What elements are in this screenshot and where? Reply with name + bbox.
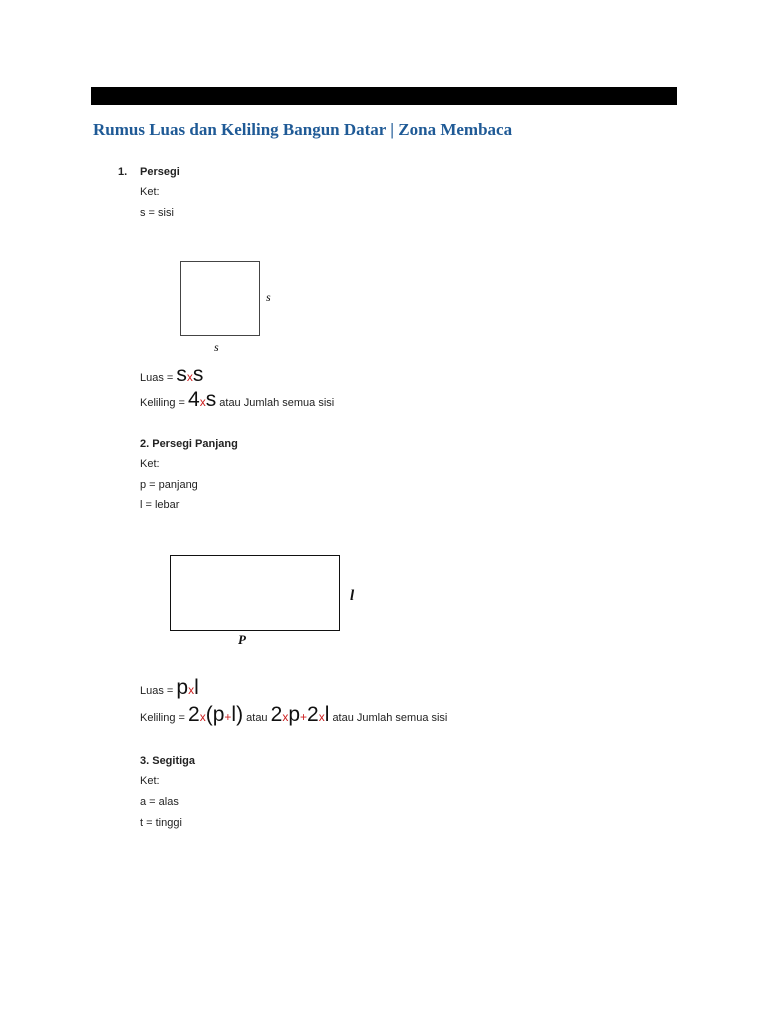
formula-symbol: 2 [270, 703, 283, 726]
keliling-label: Keliling = [140, 397, 185, 409]
keliling-note: atau Jumlah semua sisi [332, 712, 448, 724]
ket-label: Ket: [140, 458, 160, 470]
formula-symbol: 2 [188, 703, 200, 726]
definition-t: t = tinggi [140, 817, 182, 829]
formula-symbol: p [176, 676, 189, 699]
keliling-label: Keliling = [140, 712, 185, 724]
luas-label: Luas = [140, 685, 174, 697]
formula-operator: x [282, 710, 289, 724]
formula-symbol: l [194, 676, 199, 699]
page-title: Rumus Luas dan Keliling Bangun Datar | Zona Membaca [93, 120, 513, 139]
definition-a: a = alas [140, 796, 179, 808]
formula-symbol: 4 [188, 388, 200, 411]
formula-symbol: s [192, 363, 204, 386]
square-side-label-bottom: s [214, 340, 219, 354]
square-diagram [180, 261, 260, 336]
rectangle-side-label-right: l [350, 588, 355, 604]
rectangle-diagram [170, 555, 340, 631]
formula-luas-persegi [140, 363, 203, 387]
square-side-label-right: s [266, 290, 271, 304]
luas-label: Luas = [140, 372, 174, 384]
formula-symbol: 2 [307, 703, 319, 726]
definition-p: p = panjang [140, 479, 198, 491]
ket-label: Ket: [140, 186, 160, 198]
formula-operator: x [186, 370, 193, 384]
section-heading-persegi: Persegi [140, 166, 180, 178]
formula-operator: + [224, 710, 232, 724]
formula-keliling-persegi [140, 388, 334, 412]
formula-operator: x [199, 395, 206, 409]
formula-operator: x [199, 710, 206, 724]
formula-symbol: (p [205, 703, 225, 726]
formula-symbol: l [324, 703, 330, 726]
formula-luas-persegi-panjang [140, 676, 199, 700]
rectangle-side-label-bottom: P [238, 632, 246, 647]
formula-symbol: p [288, 703, 300, 726]
formula-symbol: l) [231, 703, 244, 726]
keliling-note: atau Jumlah semua sisi [219, 397, 335, 409]
formula-operator: + [300, 710, 308, 724]
section-number-1: 1. [118, 166, 128, 178]
section-heading-persegi-panjang: 2. Persegi Panjang [140, 438, 238, 450]
formula-symbol: s [205, 388, 217, 411]
formula-symbol: s [176, 363, 187, 386]
section-heading-segitiga: 3. Segitiga [140, 755, 196, 767]
ket-label: Ket: [140, 775, 160, 787]
formula-operator: x [318, 710, 325, 724]
definition-s: s = sisi [140, 207, 174, 219]
formula-keliling-persegi-panjang [140, 703, 447, 727]
atau-text: atau [246, 712, 268, 724]
formula-operator: x [188, 683, 195, 697]
top-bar [91, 87, 677, 105]
definition-l: l = lebar [140, 499, 180, 511]
